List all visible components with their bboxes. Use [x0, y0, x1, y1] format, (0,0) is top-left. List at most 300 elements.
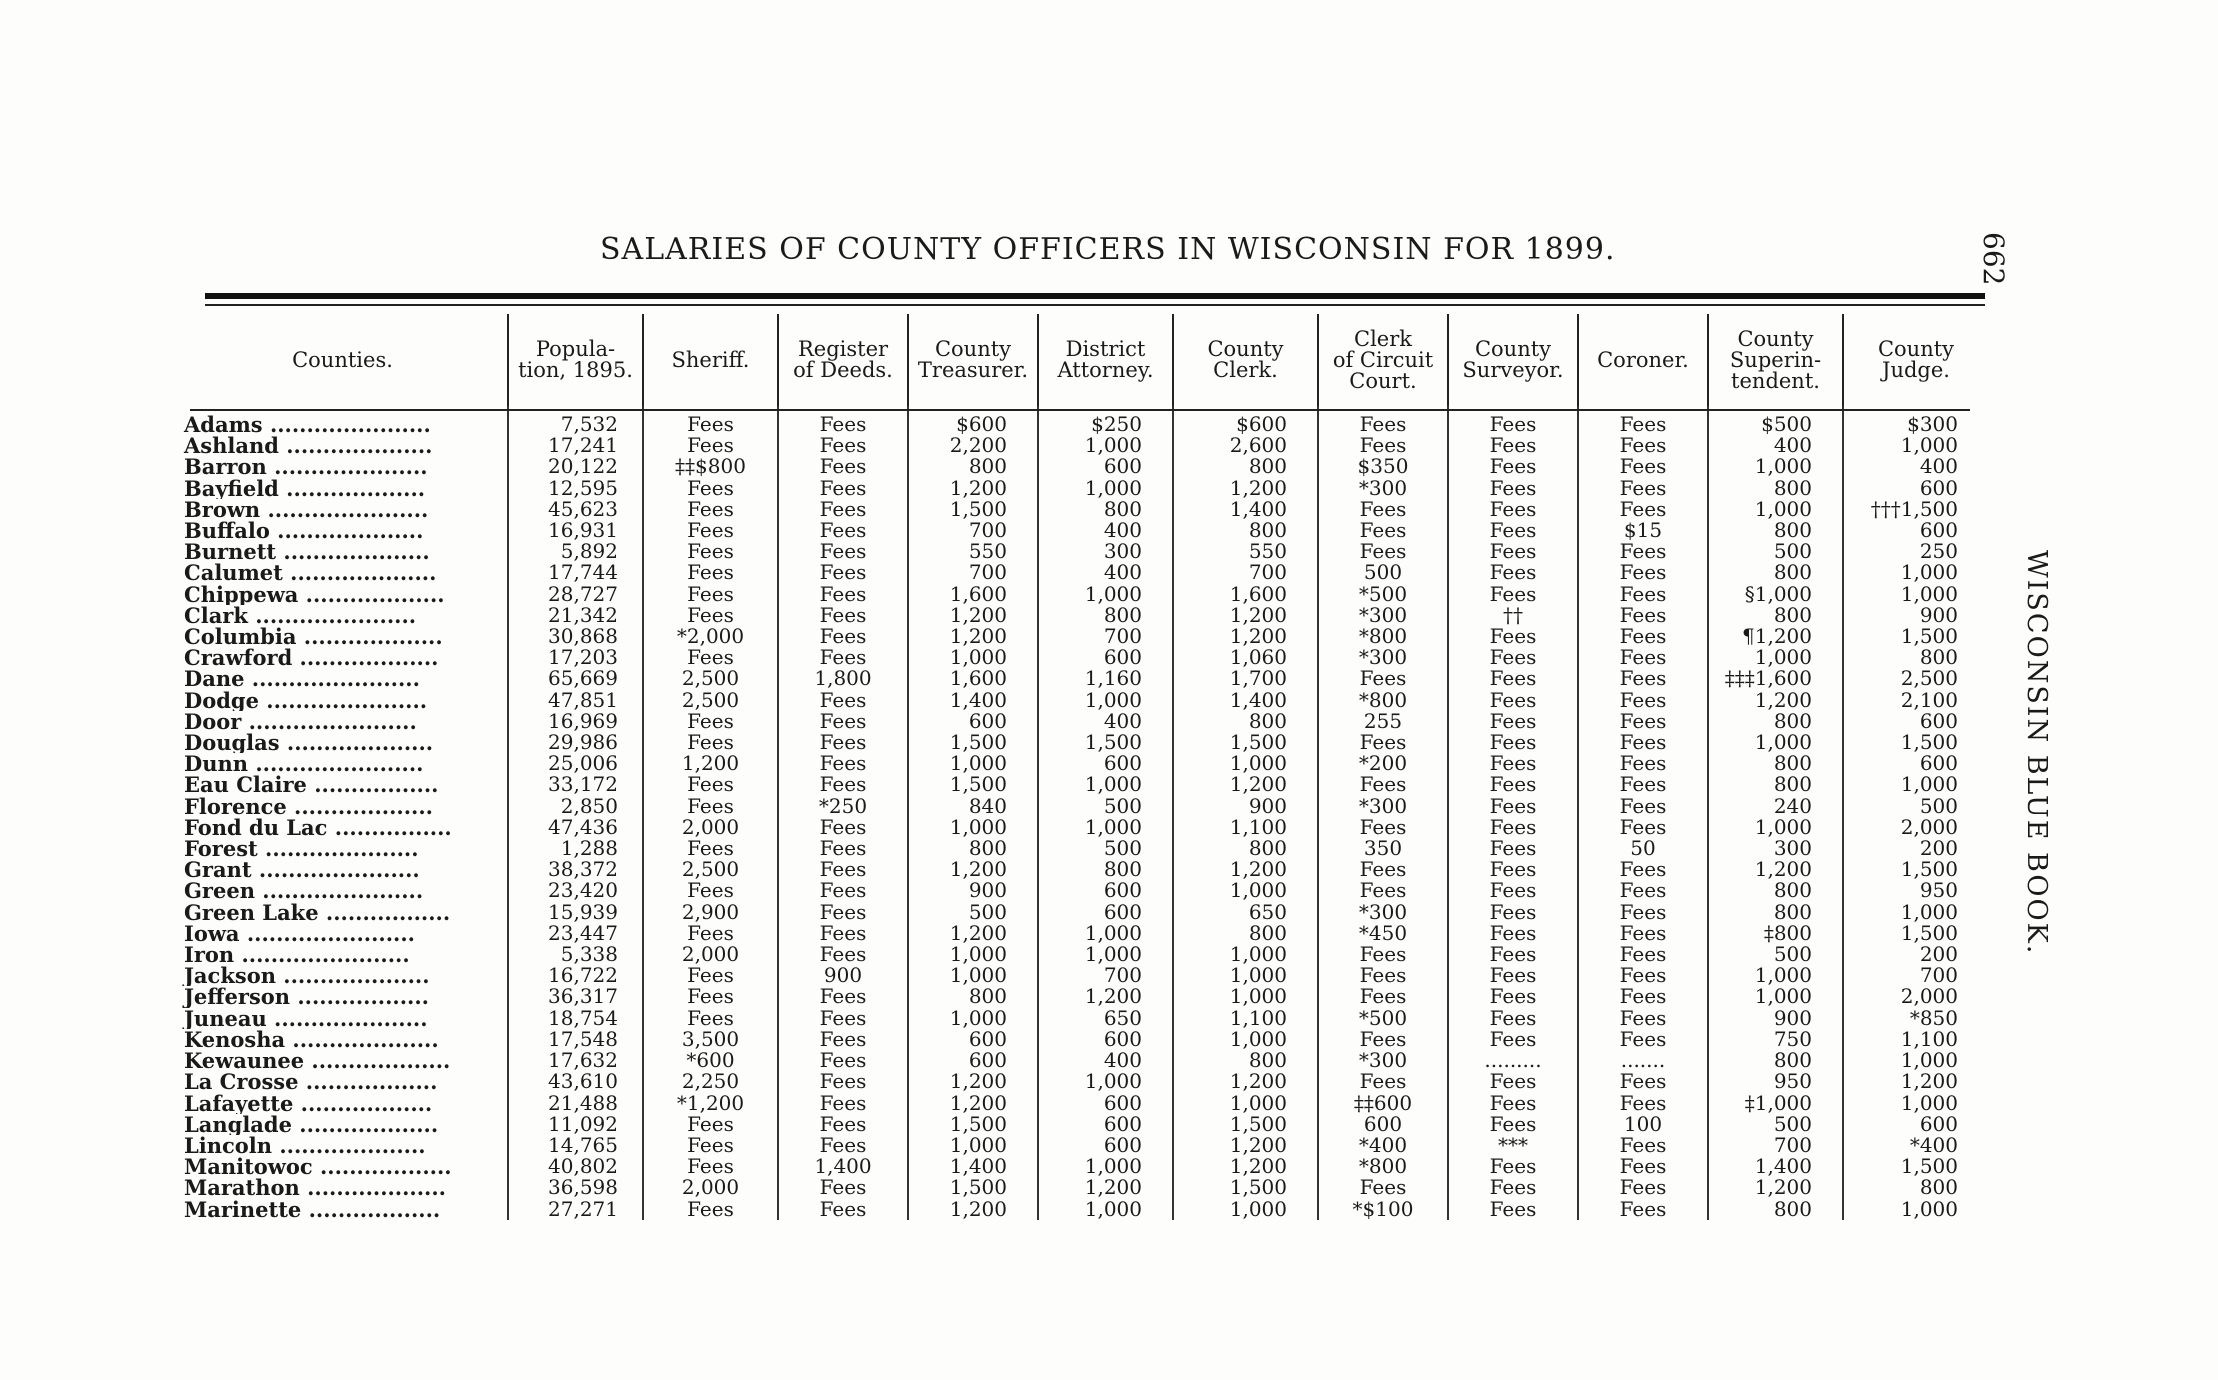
salary-cell: Fees: [778, 499, 908, 520]
salary-cell: Fees: [778, 1050, 908, 1071]
population-cell: 17,632: [508, 1050, 643, 1071]
salary-cell: 950: [1708, 1071, 1843, 1092]
county-name: Juneau .....................: [184, 1007, 428, 1029]
table-row: [178, 1008, 1988, 1029]
salary-cell: Fees: [643, 711, 778, 732]
county-name: Lafayette ..................: [184, 1092, 433, 1114]
salary-cell: 600: [1038, 1135, 1173, 1156]
salary-cell: 1,000: [1708, 965, 1843, 986]
table-row: [178, 838, 1988, 859]
salary-cell: 1,200: [908, 626, 1038, 647]
salary-cell: 1,000: [1708, 986, 1843, 1007]
salary-cell: Fees: [1318, 965, 1448, 986]
salary-cell: 600: [1038, 1029, 1173, 1050]
population-cell: 30,868: [508, 626, 643, 647]
salary-cell: ‡‡$800: [643, 456, 778, 477]
county-name: Kenosha ....................: [184, 1028, 439, 1051]
county-name: Barron .....................: [184, 456, 428, 478]
salary-cell: 800: [1173, 520, 1318, 541]
salary-cell: Fees: [1578, 1093, 1708, 1114]
population-cell: 29,986: [508, 732, 643, 753]
salary-cell: Fees: [1318, 414, 1448, 435]
salary-cell: 1,200: [1173, 605, 1318, 626]
table-row: [178, 605, 1988, 626]
salary-cell: Fees: [1578, 1177, 1708, 1198]
county-name: Grant ......................: [184, 859, 420, 881]
salary-cell: 1,000: [1038, 435, 1173, 456]
table-row: [178, 499, 1988, 520]
salary-cell: Fees: [1578, 986, 1708, 1007]
salary-cell: 700: [1843, 965, 1988, 986]
salary-cell: Fees: [1578, 1156, 1708, 1177]
salary-cell: 1,200: [1173, 774, 1318, 795]
table-row: [178, 1114, 1988, 1135]
salary-cell: Fees: [778, 774, 908, 795]
salary-cell: 1,000: [1038, 774, 1173, 795]
salary-cell: 800: [1173, 456, 1318, 477]
salary-cell: Fees: [1448, 732, 1578, 753]
table-row: [178, 1156, 1988, 1177]
salary-cell: Fees: [1448, 435, 1578, 456]
population-cell: 27,271: [508, 1199, 643, 1220]
county-name: Lincoln ....................: [184, 1134, 426, 1157]
table-row: [178, 1093, 1988, 1114]
salary-cell: Fees: [1448, 1071, 1578, 1092]
salary-cell: 1,600: [1173, 584, 1318, 605]
salary-cell: 2,500: [643, 859, 778, 880]
salary-cell: 100: [1578, 1114, 1708, 1135]
salary-cell: 1,000: [1843, 774, 1988, 795]
salary-cell: 1,500: [1173, 732, 1318, 753]
salary-cell: 1,000: [1708, 647, 1843, 668]
salary-cell: Fees: [1448, 1008, 1578, 1029]
salary-cell: Fees: [778, 1029, 908, 1050]
header-rule: [190, 409, 1970, 411]
salary-cell: Fees: [643, 1135, 778, 1156]
salary-cell: Fees: [1578, 774, 1708, 795]
salary-cell: 1,200: [908, 1071, 1038, 1092]
salary-cell: 2,000: [1843, 817, 1988, 838]
salary-cell: 1,400: [778, 1156, 908, 1177]
salary-cell: $15: [1578, 520, 1708, 541]
salary-cell: 600: [1038, 1114, 1173, 1135]
salary-cell: Fees: [778, 605, 908, 626]
county-name: Douglas ....................: [184, 732, 434, 754]
salary-cell: Fees: [778, 478, 908, 499]
population-cell: 25,006: [508, 753, 643, 774]
salary-cell: 800: [1708, 478, 1843, 499]
table-header: [178, 314, 1988, 406]
salary-cell: Fees: [1448, 562, 1578, 583]
population-cell: 5,338: [508, 944, 643, 965]
salary-cell: 1,500: [908, 774, 1038, 795]
table-row: [178, 817, 1988, 838]
county-name: Langlade ...................: [184, 1113, 439, 1135]
salary-cell: 800: [1843, 647, 1988, 668]
salary-cell: Fees: [1578, 541, 1708, 562]
salary-cell: 350: [1318, 838, 1448, 859]
population-cell: 18,754: [508, 1008, 643, 1029]
table-row: [178, 880, 1988, 901]
salary-cell: Fees: [1318, 668, 1448, 689]
county-name: La Crosse ..................: [184, 1071, 438, 1093]
salary-cell: Fees: [643, 541, 778, 562]
salary-cell: *500: [1318, 1008, 1448, 1029]
salary-cell: 1,200: [1708, 1177, 1843, 1198]
salary-cell: 1,000: [1173, 1199, 1318, 1220]
salary-cell: Fees: [778, 1071, 908, 1092]
salary-cell: Fees: [778, 1199, 908, 1220]
running-title: WISCONSIN BLUE BOOK.: [2021, 550, 2052, 956]
county-name: Florence ...................: [184, 795, 433, 817]
salary-cell: 1,000: [1038, 923, 1173, 944]
salary-cell: 700: [1038, 626, 1173, 647]
salary-cell: 1,000: [1038, 1156, 1173, 1177]
salary-cell: *300: [1318, 1050, 1448, 1071]
salary-cell: 800: [908, 986, 1038, 1007]
county-name: Columbia ...................: [184, 626, 443, 648]
salary-cell: 1,200: [1708, 690, 1843, 711]
table-row: [178, 944, 1988, 965]
salary-cell: 1,500: [1038, 732, 1173, 753]
salary-cell: ‡1,000: [1708, 1093, 1843, 1114]
page-number: 662: [1977, 232, 2010, 286]
salary-cell: Fees: [778, 838, 908, 859]
salary-cell: 800: [1708, 880, 1843, 901]
salary-cell: 1,200: [908, 1093, 1038, 1114]
salary-cell: Fees: [1578, 668, 1708, 689]
salary-cell: Fees: [1448, 1029, 1578, 1050]
salary-cell: 400: [1708, 435, 1843, 456]
salary-cell: Fees: [643, 414, 778, 435]
salary-cell: 700: [1708, 1135, 1843, 1156]
salary-cell: Fees: [778, 584, 908, 605]
county-name: Fond du Lac ................: [184, 816, 452, 839]
salary-cell: Fees: [1448, 499, 1578, 520]
salary-cell: 1,000: [1708, 456, 1843, 477]
salary-cell: Fees: [1448, 838, 1578, 859]
salary-cell: 600: [908, 1050, 1038, 1071]
salary-cell: Fees: [1578, 414, 1708, 435]
salary-cell: Fees: [643, 562, 778, 583]
salary-cell: Fees: [778, 986, 908, 1007]
salary-cell: Fees: [1448, 986, 1578, 1007]
salary-cell: 550: [908, 541, 1038, 562]
salary-cell: 1,600: [908, 584, 1038, 605]
salary-cell: 500: [1038, 796, 1173, 817]
salary-cell: Fees: [1448, 1114, 1578, 1135]
population-cell: 23,447: [508, 923, 643, 944]
salary-cell: Fees: [1448, 796, 1578, 817]
salary-cell: 1,400: [908, 690, 1038, 711]
salary-cell: 900: [778, 965, 908, 986]
salary-cell: 1,500: [1843, 1156, 1988, 1177]
table-row: [178, 690, 1988, 711]
salary-cell: 650: [1173, 902, 1318, 923]
salary-cell: 1,400: [1173, 499, 1318, 520]
population-cell: 15,939: [508, 902, 643, 923]
salary-cell: 1,400: [908, 1156, 1038, 1177]
salary-cell: Fees: [1578, 880, 1708, 901]
population-cell: 12,595: [508, 478, 643, 499]
table-row: [178, 435, 1988, 456]
salary-cell: 1,000: [1708, 817, 1843, 838]
salary-cell: 800: [1708, 520, 1843, 541]
salary-cell: Fees: [1578, 965, 1708, 986]
salary-cell: 600: [1038, 753, 1173, 774]
salary-cell: Fees: [1578, 626, 1708, 647]
salary-cell: Fees: [1448, 520, 1578, 541]
salary-cell: 500: [1038, 838, 1173, 859]
salary-cell: .........: [1448, 1050, 1578, 1071]
salary-cell: 900: [1843, 605, 1988, 626]
salary-cell: Fees: [1578, 1199, 1708, 1220]
salary-cell: ‡‡600: [1318, 1093, 1448, 1114]
table-row: [178, 1135, 1988, 1156]
salary-cell: Fees: [778, 414, 908, 435]
salary-cell: *250: [778, 796, 908, 817]
salary-cell: 1,000: [908, 1008, 1038, 1029]
salary-cell: 50: [1578, 838, 1708, 859]
salary-cell: 800: [1708, 1050, 1843, 1071]
salary-cell: Fees: [643, 1199, 778, 1220]
salary-cell: 800: [1708, 774, 1843, 795]
salary-cell: $250: [1038, 414, 1173, 435]
salary-cell: 700: [1038, 965, 1173, 986]
salary-cell: 950: [1843, 880, 1988, 901]
salary-cell: 1,600: [908, 668, 1038, 689]
salary-cell: Fees: [778, 1008, 908, 1029]
salary-cell: Fees: [778, 902, 908, 923]
salary-cell: Fees: [778, 1135, 908, 1156]
salary-cell: 1,200: [908, 923, 1038, 944]
county-name: Crawford ...................: [184, 647, 439, 669]
population-cell: 43,610: [508, 1071, 643, 1092]
salary-cell: *400: [1318, 1135, 1448, 1156]
salary-cell: 1,200: [1173, 859, 1318, 880]
salary-cell: Fees: [778, 626, 908, 647]
salary-cell: 500: [908, 902, 1038, 923]
salary-cell: 1,000: [1843, 1199, 1988, 1220]
salary-cell: Fees: [1578, 817, 1708, 838]
salary-cell: 1,100: [1173, 1008, 1318, 1029]
county-name: Green ......................: [184, 880, 424, 902]
salary-cell: Fees: [1578, 859, 1708, 880]
salary-cell: Fees: [1578, 562, 1708, 583]
table-row: [178, 753, 1988, 774]
salary-cell: Fees: [1448, 774, 1578, 795]
salary-cell: 2,000: [643, 944, 778, 965]
salary-cell: 1,500: [1843, 859, 1988, 880]
county-name: Jackson ....................: [184, 965, 430, 987]
salary-cell: 600: [1843, 478, 1988, 499]
salary-cell: Fees: [778, 732, 908, 753]
salary-cell: Fees: [778, 520, 908, 541]
salary-cell: Fees: [1448, 817, 1578, 838]
salary-cell: Fees: [643, 435, 778, 456]
salary-cell: Fees: [1448, 626, 1578, 647]
salary-cell: Fees: [778, 541, 908, 562]
salary-cell: 600: [908, 711, 1038, 732]
salary-cell: 600: [1843, 1114, 1988, 1135]
salary-cell: Fees: [778, 456, 908, 477]
salary-cell: 1,000: [1843, 1050, 1988, 1071]
population-cell: 36,317: [508, 986, 643, 1007]
salary-cell: 650: [1038, 1008, 1173, 1029]
column-header: County Treasurer.: [908, 314, 1038, 406]
salary-cell: 1,000: [1173, 986, 1318, 1007]
salary-cell: 1,200: [643, 753, 778, 774]
salary-cell: $600: [908, 414, 1038, 435]
table-row: [178, 774, 1988, 795]
county-name: Marathon ...................: [184, 1177, 446, 1199]
salary-cell: 1,200: [908, 859, 1038, 880]
population-cell: 1,288: [508, 838, 643, 859]
salary-cell: 1,160: [1038, 668, 1173, 689]
table-row: [178, 965, 1988, 986]
salary-cell: 1,000: [1173, 944, 1318, 965]
salary-cell: Fees: [643, 796, 778, 817]
salary-cell: Fees: [1578, 605, 1708, 626]
salary-cell: *$100: [1318, 1199, 1448, 1220]
county-name: Manitowoc ..................: [184, 1156, 452, 1178]
salary-cell: 800: [908, 456, 1038, 477]
table-row: [178, 986, 1988, 1007]
salary-cell: Fees: [1448, 859, 1578, 880]
salary-cell: Fees: [1448, 880, 1578, 901]
salary-cell: Fees: [778, 1177, 908, 1198]
salary-cell: 600: [1038, 902, 1173, 923]
county-name: Ashland ....................: [184, 435, 433, 457]
salary-cell: 250: [1843, 541, 1988, 562]
county-name: Dodge ......................: [184, 689, 428, 711]
column-header: Clerk of Circuit Court.: [1318, 314, 1448, 406]
population-cell: 17,744: [508, 562, 643, 583]
salary-cell: 1,200: [908, 1199, 1038, 1220]
column-header: Popula- tion, 1895.: [508, 314, 643, 406]
population-cell: 7,532: [508, 414, 643, 435]
salary-cell: 600: [1038, 647, 1173, 668]
salary-cell: 1,000: [908, 817, 1038, 838]
salary-cell: *300: [1318, 902, 1448, 923]
county-name: Dane .......................: [184, 668, 420, 690]
salary-cell: Fees: [778, 690, 908, 711]
salary-cell: 1,200: [1173, 1071, 1318, 1092]
salary-cell: *300: [1318, 605, 1448, 626]
salary-cell: Fees: [1578, 1071, 1708, 1092]
salary-cell: 800: [1038, 859, 1173, 880]
salary-cell: Fees: [1318, 499, 1448, 520]
salary-cell: 2,500: [1843, 668, 1988, 689]
top-rule: [205, 293, 1985, 299]
salary-cell: Fees: [1448, 668, 1578, 689]
salary-cell: Fees: [643, 732, 778, 753]
salary-cell: Fees: [1448, 541, 1578, 562]
salary-cell: 2,100: [1843, 690, 1988, 711]
salary-cell: 800: [1708, 562, 1843, 583]
salary-cell: 700: [908, 562, 1038, 583]
salary-cell: 300: [1708, 838, 1843, 859]
population-cell: 65,669: [508, 668, 643, 689]
salary-cell: 1,200: [1843, 1071, 1988, 1092]
population-cell: 16,969: [508, 711, 643, 732]
county-name: Clark ......................: [184, 604, 417, 627]
salary-cell: *400: [1843, 1135, 1988, 1156]
top-rule-thin: [205, 304, 1985, 306]
county-name: Chippewa ...................: [184, 583, 445, 605]
salary-cell: Fees: [778, 562, 908, 583]
salary-cell: 900: [1173, 796, 1318, 817]
salary-cell: Fees: [1578, 923, 1708, 944]
salary-cell: Fees: [1448, 690, 1578, 711]
salary-cell: Fees: [1448, 944, 1578, 965]
salary-cell: 600: [1843, 753, 1988, 774]
salary-cell: 600: [1038, 1093, 1173, 1114]
salary-cell: 400: [1038, 520, 1173, 541]
column-header: County Superin- tendent.: [1708, 314, 1843, 406]
salary-cell: 200: [1843, 944, 1988, 965]
salary-cell: Fees: [1318, 1071, 1448, 1092]
salary-cell: Fees: [1448, 902, 1578, 923]
population-cell: 16,722: [508, 965, 643, 986]
salary-cell: Fees: [643, 605, 778, 626]
salary-cell: *300: [1318, 796, 1448, 817]
county-name: Marinette ..................: [184, 1198, 441, 1220]
salary-cell: Fees: [778, 923, 908, 944]
salary-cell: Fees: [1578, 478, 1708, 499]
salary-cell: Fees: [1578, 753, 1708, 774]
salary-cell: Fees: [1318, 817, 1448, 838]
salary-cell: *850: [1843, 1008, 1988, 1029]
salary-cell: Fees: [1578, 902, 1708, 923]
salary-cell: 800: [1708, 1199, 1843, 1220]
column-header: Sheriff.: [643, 314, 778, 406]
salary-cell: Fees: [778, 711, 908, 732]
salary-cell: 1,200: [1038, 986, 1173, 1007]
salary-cell: Fees: [643, 986, 778, 1007]
column-header: County Surveyor.: [1448, 314, 1578, 406]
population-cell: 17,203: [508, 647, 643, 668]
salary-cell: 3,500: [643, 1029, 778, 1050]
salary-cell: Fees: [1318, 732, 1448, 753]
table-row: [178, 456, 1988, 477]
salary-cell: 550: [1173, 541, 1318, 562]
salary-cell: *1,200: [643, 1093, 778, 1114]
salary-cell: *600: [643, 1050, 778, 1071]
salary-cell: 2,600: [1173, 435, 1318, 456]
salary-cell: 600: [908, 1029, 1038, 1050]
salary-cell: Fees: [778, 435, 908, 456]
salary-cell: 1,000: [1843, 902, 1988, 923]
salary-cell: *2,000: [643, 626, 778, 647]
county-name: Bayfield ...................: [184, 477, 426, 499]
table-row: [178, 668, 1988, 689]
salary-cell: 800: [908, 838, 1038, 859]
salary-cell: 2,000: [1843, 986, 1988, 1007]
salary-cell: 500: [1708, 944, 1843, 965]
salary-cell: 900: [1708, 1008, 1843, 1029]
salary-cell: *800: [1318, 626, 1448, 647]
table-row: [178, 923, 1988, 944]
population-cell: 33,172: [508, 774, 643, 795]
salary-cell: 500: [1318, 562, 1448, 583]
salary-cell: 500: [1843, 796, 1988, 817]
salary-cell: 1,000: [1038, 478, 1173, 499]
salary-cell: 500: [1708, 1114, 1843, 1135]
salary-cell: 800: [1173, 838, 1318, 859]
column-header: Coroner.: [1578, 314, 1708, 406]
salary-cell: Fees: [643, 838, 778, 859]
